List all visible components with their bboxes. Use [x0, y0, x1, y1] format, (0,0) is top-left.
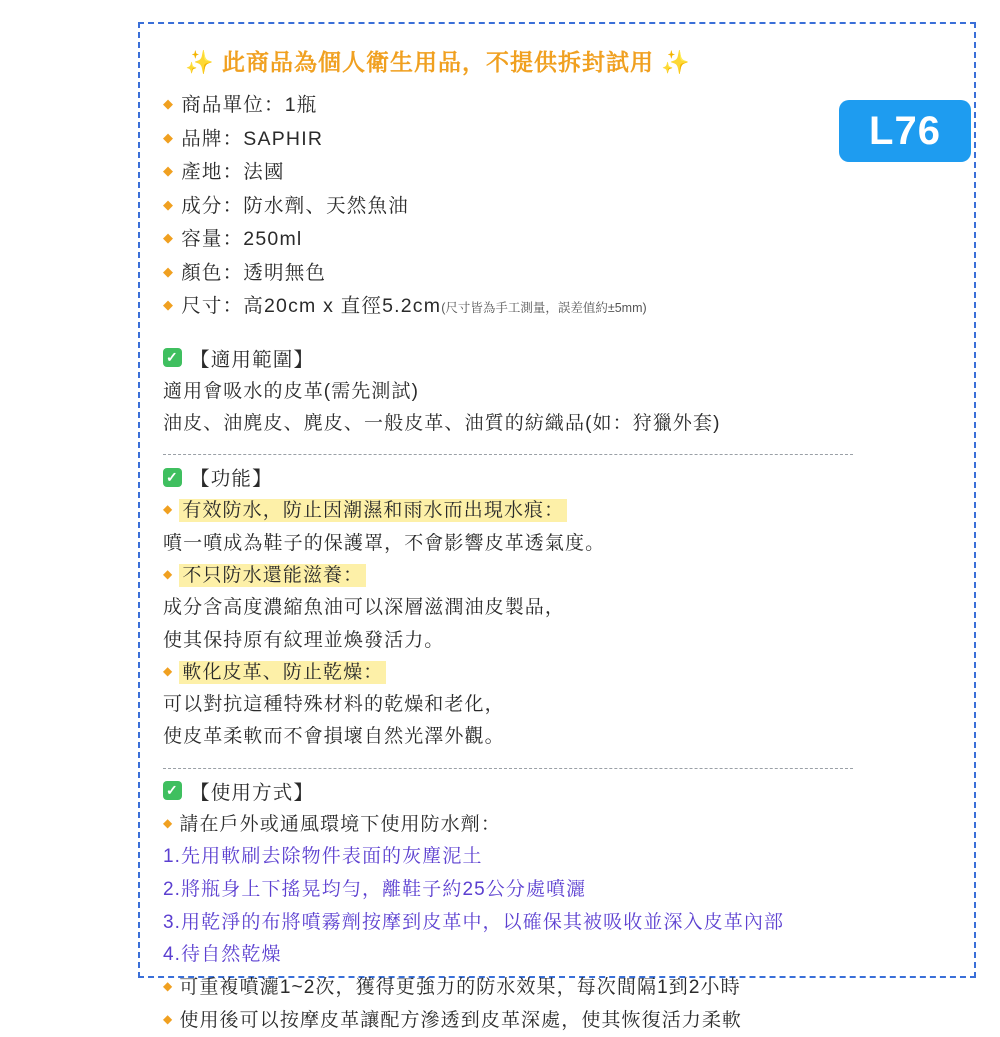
diamond-bullet-icon: ◆	[163, 263, 175, 279]
page-title: ✨ 此商品為個人衛生用品，不提供拆封試用 ✨	[185, 49, 692, 75]
scope-line: 油皮、油麂皮、麂皮、一般皮革、油質的紡織品(如：狩獵外套)	[163, 413, 721, 435]
diamond-bullet-icon: ◆	[163, 297, 175, 313]
list-item	[163, 156, 963, 190]
list-item	[163, 190, 963, 224]
section-title-features	[163, 463, 963, 491]
section-usage	[163, 777, 963, 1037]
check-icon: ✓	[163, 348, 182, 367]
usage-intro	[163, 809, 963, 842]
feature-heading	[163, 560, 963, 592]
diamond-bullet-icon: ◆	[163, 163, 175, 179]
diamond-bullet-icon: ◆	[163, 1011, 174, 1026]
divider	[163, 768, 853, 769]
section-title-text: 【功能】	[190, 468, 273, 491]
list-item	[163, 223, 963, 257]
section-title-scope	[163, 344, 963, 372]
list-item	[163, 257, 963, 291]
check-icon: ✓	[163, 468, 182, 487]
spec-text: 成分：防水劑、天然魚油	[181, 194, 409, 217]
section-scope	[163, 344, 963, 441]
feature-heading-text: 軟化皮革、防止乾燥：	[179, 661, 386, 684]
size-note: (尺寸皆為手工測量，誤差值約±5mm)	[441, 301, 647, 316]
usage-note	[163, 1005, 963, 1037]
feature-body: 成分含高度濃縮魚油可以深層滋潤油皮製品，	[163, 597, 566, 619]
usage-note-text: 可重複噴灑1~2次，獲得更強力的防水效果，每次間隔1到2小時	[179, 977, 741, 999]
feature-heading-text: 有效防水，防止因潮濕和雨水而出現水痕：	[179, 499, 567, 522]
spec-text: 容量：250ml	[181, 228, 303, 251]
diamond-bullet-icon: ◆	[163, 815, 174, 830]
usage-step: 2.將瓶身上下搖晃均勻，離鞋子約25公分處噴灑	[163, 879, 587, 901]
feature-heading	[163, 657, 963, 689]
diamond-bullet-icon: ◆	[163, 502, 174, 517]
diamond-bullet-icon: ◆	[163, 96, 175, 111]
usage-intro-text: 請在戶外或通風環境下使用防水劑：	[179, 813, 501, 835]
usage-step: 4.待自然乾燥	[163, 944, 282, 966]
feature-body: 噴一噴成為鞋子的保護罩，不會影響皮革透氣度。	[163, 532, 606, 554]
list-item-size	[163, 290, 963, 324]
feature-body: 使其保持原有紋理並煥發活力。	[163, 629, 445, 651]
usage-step: 3.用乾淨的布將噴霧劑按摩到皮革中，以確保其被吸收並深入皮革內部	[163, 911, 785, 933]
scope-line: 適用會吸水的皮革(需先測試)	[163, 380, 420, 402]
feature-heading	[163, 495, 963, 527]
spec-text: 品牌：SAPHIR	[181, 127, 324, 150]
diamond-bullet-icon: ◆	[163, 230, 175, 246]
usage-note-text: 使用後可以按摩皮革讓配方滲透到皮革深處，使其恢復活力柔軟	[179, 1009, 743, 1031]
diamond-bullet-icon: ◆	[163, 566, 174, 581]
spec-text: 產地：法國	[181, 161, 285, 184]
section-title-usage	[163, 777, 963, 805]
diamond-bullet-icon: ◆	[163, 196, 175, 212]
status-badge: L76	[839, 100, 971, 162]
spec-text: 商品單位：1瓶	[181, 94, 318, 116]
size-text: 尺寸：高20cm x 直徑5.2cm	[181, 295, 442, 318]
spec-text: 顏色：透明無色	[181, 261, 327, 284]
section-title-text: 【適用範圍】	[190, 348, 315, 371]
diamond-bullet-icon: ◆	[163, 663, 174, 678]
content-area	[163, 44, 963, 1031]
check-icon: ✓	[163, 781, 182, 800]
feature-body: 使皮革柔軟而不會損壞自然光澤外觀。	[163, 726, 505, 748]
section-features	[163, 463, 963, 753]
usage-step: 1.先用軟刷去除物件表面的灰塵泥土	[163, 846, 483, 868]
section-title-text: 【使用方式】	[190, 781, 315, 804]
feature-body: 可以對抗這種特殊材料的乾燥和老化，	[163, 694, 505, 716]
feature-heading-text: 不只防水還能滋養：	[179, 564, 366, 587]
divider	[163, 454, 853, 455]
diamond-bullet-icon: ◆	[163, 979, 174, 994]
diamond-bullet-icon: ◆	[163, 129, 175, 145]
